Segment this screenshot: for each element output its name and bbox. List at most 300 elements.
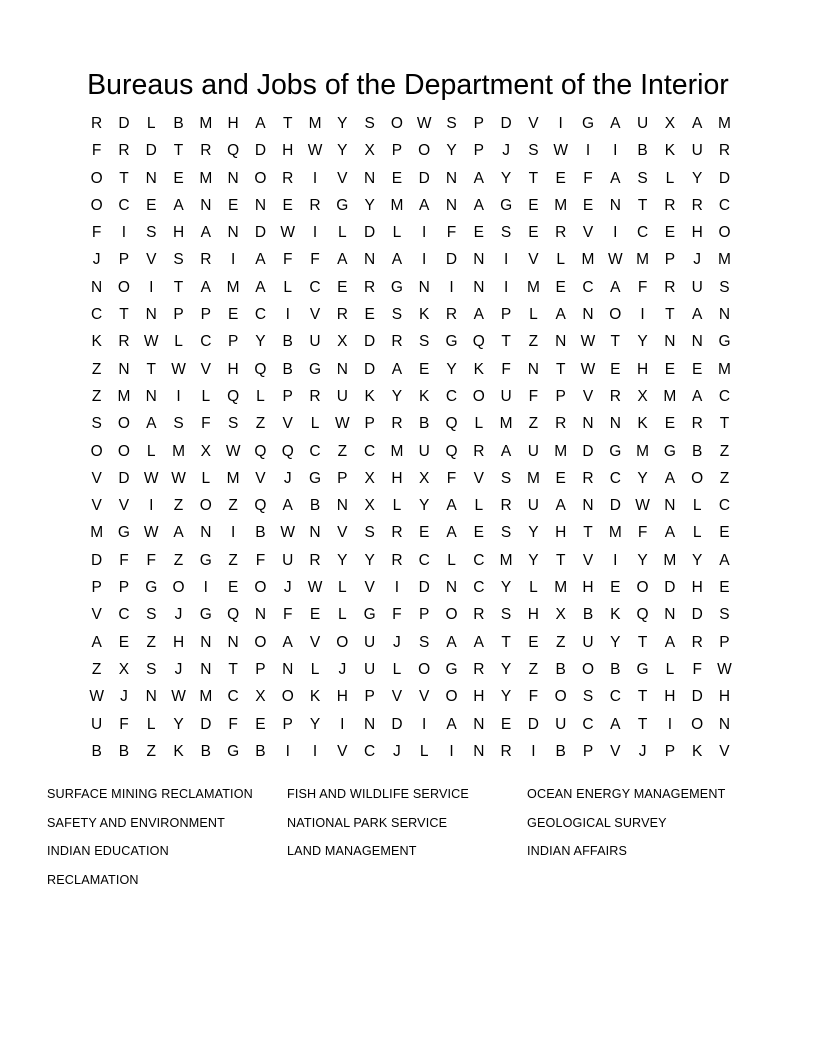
grid-letter[interactable]: T bbox=[637, 715, 648, 733]
grid-letter[interactable]: S bbox=[446, 115, 457, 132]
grid-letter[interactable]: X bbox=[364, 497, 375, 515]
grid-letter[interactable]: N bbox=[609, 415, 621, 433]
grid-letter[interactable]: E bbox=[227, 306, 239, 324]
grid-letter[interactable]: R bbox=[118, 333, 130, 351]
grid-letter[interactable]: T bbox=[228, 660, 238, 678]
grid-letter[interactable]: V bbox=[282, 415, 293, 433]
grid-letter[interactable]: I bbox=[176, 387, 181, 405]
grid-letter[interactable]: V bbox=[200, 360, 211, 378]
grid-letter[interactable]: W bbox=[171, 688, 186, 706]
grid-letter[interactable]: C bbox=[364, 742, 376, 760]
grid-letter[interactable]: R bbox=[582, 469, 594, 487]
grid-letter[interactable]: I bbox=[312, 224, 318, 242]
grid-letter[interactable]: I bbox=[285, 306, 290, 324]
grid-letter[interactable]: G bbox=[308, 469, 322, 487]
grid-letter[interactable]: A bbox=[610, 715, 621, 733]
grid-letter[interactable]: A bbox=[146, 415, 157, 433]
grid-letter[interactable]: E bbox=[664, 224, 676, 242]
grid-letter[interactable]: S bbox=[91, 415, 102, 433]
grid-letter[interactable]: P bbox=[364, 415, 375, 433]
grid-letter[interactable]: A bbox=[255, 278, 266, 296]
grid-letter[interactable]: R bbox=[309, 196, 321, 214]
letter-grid[interactable] bbox=[83, 110, 733, 765]
grid-letter[interactable]: R bbox=[391, 415, 403, 433]
grid-letter[interactable]: G bbox=[636, 660, 649, 678]
grid-letter[interactable]: K bbox=[173, 742, 184, 760]
grid-letter[interactable]: K bbox=[364, 387, 375, 405]
grid-letter[interactable]: U bbox=[91, 715, 103, 733]
grid-letter[interactable]: A bbox=[446, 633, 457, 651]
grid-letter[interactable]: E bbox=[118, 633, 130, 651]
grid-letter[interactable]: P bbox=[419, 606, 430, 624]
grid-letter[interactable]: C bbox=[473, 551, 485, 569]
grid-letter[interactable]: I bbox=[121, 224, 127, 242]
grid-letter[interactable]: V bbox=[337, 742, 348, 760]
grid-letter[interactable]: E bbox=[227, 196, 239, 214]
grid-letter[interactable]: N bbox=[336, 497, 348, 515]
grid-letter[interactable]: W bbox=[171, 469, 186, 487]
grid-letter[interactable]: R bbox=[473, 442, 485, 460]
word-list-item[interactable]: OCEAN ENERGY MANAGEMENT bbox=[527, 787, 726, 801]
grid-letter[interactable]: N bbox=[473, 251, 485, 269]
grid-letter[interactable]: N bbox=[582, 306, 594, 324]
grid-letter[interactable]: Y bbox=[528, 551, 539, 569]
grid-letter[interactable]: E bbox=[473, 524, 484, 542]
grid-letter[interactable]: R bbox=[309, 387, 321, 405]
grid-letter[interactable]: V bbox=[528, 115, 539, 132]
grid-letter[interactable]: X bbox=[364, 142, 375, 160]
word-list-item[interactable]: RECLAMATION bbox=[47, 872, 139, 887]
grid-letter[interactable]: N bbox=[664, 497, 676, 515]
grid-letter[interactable]: L bbox=[665, 660, 675, 678]
grid-letter[interactable]: I bbox=[340, 715, 345, 733]
grid-letter[interactable]: T bbox=[119, 306, 129, 324]
grid-letter[interactable]: R bbox=[500, 742, 512, 760]
grid-letter[interactable]: S bbox=[528, 142, 539, 160]
grid-letter[interactable]: J bbox=[283, 579, 292, 597]
grid-letter[interactable]: L bbox=[146, 442, 156, 460]
grid-letter[interactable]: U bbox=[500, 387, 512, 405]
grid-letter[interactable]: A bbox=[500, 442, 512, 460]
grid-letter[interactable]: E bbox=[555, 469, 566, 487]
grid-letter[interactable]: F bbox=[119, 551, 129, 569]
grid-letter[interactable]: H bbox=[636, 360, 649, 378]
grid-letter[interactable]: T bbox=[610, 333, 621, 351]
grid-letter[interactable]: O bbox=[336, 633, 349, 651]
grid-letter[interactable]: B bbox=[91, 742, 102, 760]
grid-letter[interactable]: R bbox=[473, 660, 485, 678]
grid-letter[interactable]: I bbox=[422, 251, 427, 269]
grid-letter[interactable]: M bbox=[390, 442, 404, 460]
grid-letter[interactable]: N bbox=[118, 360, 130, 378]
grid-letter[interactable]: Q bbox=[445, 415, 458, 433]
grid-letter[interactable]: W bbox=[635, 497, 650, 515]
grid-letter[interactable]: B bbox=[173, 115, 184, 132]
grid-letter[interactable]: L bbox=[529, 579, 538, 597]
grid-letter[interactable]: P bbox=[391, 142, 403, 160]
grid-letter[interactable]: D bbox=[609, 497, 621, 515]
grid-letter[interactable]: I bbox=[640, 306, 645, 324]
grid-letter[interactable]: L bbox=[556, 251, 565, 269]
grid-letter[interactable]: M bbox=[226, 278, 240, 296]
grid-letter[interactable]: N bbox=[445, 196, 458, 214]
grid-letter[interactable]: N bbox=[718, 306, 731, 324]
grid-letter[interactable]: J bbox=[174, 606, 183, 624]
grid-letter[interactable]: L bbox=[310, 415, 320, 433]
grid-letter[interactable]: V bbox=[255, 469, 266, 487]
grid-letter[interactable]: D bbox=[254, 142, 267, 160]
grid-letter[interactable]: X bbox=[255, 688, 266, 706]
grid-letter[interactable]: L bbox=[256, 387, 265, 405]
grid-letter[interactable]: F bbox=[282, 606, 293, 624]
grid-letter[interactable]: L bbox=[392, 497, 402, 515]
grid-letter[interactable]: C bbox=[718, 497, 731, 515]
grid-letter[interactable]: P bbox=[227, 333, 239, 351]
grid-letter[interactable]: V bbox=[419, 688, 430, 706]
grid-letter[interactable]: T bbox=[528, 169, 539, 187]
grid-letter[interactable]: N bbox=[527, 360, 539, 378]
grid-letter[interactable]: W bbox=[607, 251, 623, 269]
grid-letter[interactable]: T bbox=[637, 196, 648, 214]
word-list-item[interactable]: SURFACE MINING RECLAMATION bbox=[47, 787, 253, 801]
grid-letter[interactable]: R bbox=[691, 415, 703, 433]
grid-letter[interactable]: M bbox=[554, 196, 568, 214]
grid-letter[interactable]: U bbox=[555, 715, 567, 733]
grid-letter[interactable]: R bbox=[718, 142, 731, 160]
grid-letter[interactable]: R bbox=[664, 278, 676, 296]
grid-letter[interactable]: A bbox=[446, 524, 457, 542]
grid-letter[interactable]: I bbox=[531, 742, 536, 760]
grid-letter[interactable]: C bbox=[718, 196, 731, 214]
grid-letter[interactable]: C bbox=[200, 333, 212, 351]
grid-letter[interactable]: O bbox=[117, 442, 130, 460]
grid-letter[interactable]: L bbox=[146, 115, 156, 132]
grid-letter[interactable]: G bbox=[581, 115, 595, 132]
grid-letter[interactable]: N bbox=[200, 196, 212, 214]
grid-letter[interactable]: D bbox=[145, 142, 157, 160]
grid-letter[interactable]: Y bbox=[637, 469, 648, 487]
grid-letter[interactable]: Q bbox=[254, 497, 267, 515]
grid-letter[interactable]: H bbox=[473, 688, 485, 706]
grid-letter[interactable]: Y bbox=[337, 115, 348, 132]
grid-letter[interactable]: T bbox=[583, 524, 593, 542]
grid-letter[interactable]: G bbox=[199, 551, 212, 569]
grid-letter[interactable]: V bbox=[528, 251, 539, 269]
grid-letter[interactable]: A bbox=[692, 306, 703, 324]
grid-letter[interactable]: F bbox=[637, 278, 648, 296]
grid-letter[interactable]: B bbox=[309, 497, 321, 515]
grid-letter[interactable]: H bbox=[691, 224, 703, 242]
grid-letter[interactable]: A bbox=[473, 169, 484, 187]
grid-letter[interactable]: T bbox=[119, 169, 129, 187]
grid-letter[interactable]: S bbox=[500, 524, 512, 542]
grid-letter[interactable]: A bbox=[664, 469, 676, 487]
grid-letter[interactable]: E bbox=[419, 524, 430, 542]
grid-letter[interactable]: R bbox=[309, 551, 321, 569]
grid-letter[interactable]: H bbox=[664, 688, 676, 706]
grid-letter[interactable]: D bbox=[718, 169, 731, 187]
grid-letter[interactable]: B bbox=[118, 742, 130, 760]
grid-letter[interactable]: H bbox=[582, 579, 594, 597]
grid-letter[interactable]: L bbox=[419, 742, 429, 760]
grid-letter[interactable]: K bbox=[309, 688, 321, 706]
grid-letter[interactable]: L bbox=[474, 415, 484, 433]
grid-letter[interactable]: N bbox=[227, 169, 239, 187]
grid-letter[interactable]: S bbox=[146, 224, 157, 242]
grid-letter[interactable]: Y bbox=[364, 551, 375, 569]
grid-letter[interactable]: C bbox=[309, 442, 321, 460]
grid-letter[interactable]: D bbox=[527, 715, 539, 733]
grid-letter[interactable]: U bbox=[527, 497, 539, 515]
grid-letter[interactable]: N bbox=[145, 306, 157, 324]
grid-letter[interactable]: V bbox=[582, 224, 594, 242]
grid-letter[interactable]: C bbox=[118, 196, 130, 214]
grid-letter[interactable]: W bbox=[717, 660, 732, 678]
grid-letter[interactable]: K bbox=[637, 415, 648, 433]
grid-letter[interactable]: E bbox=[582, 196, 594, 214]
grid-letter[interactable]: X bbox=[419, 469, 430, 487]
grid-letter[interactable]: N bbox=[582, 415, 594, 433]
grid-letter[interactable]: O bbox=[445, 688, 458, 706]
grid-letter[interactable]: O bbox=[636, 579, 649, 597]
grid-letter[interactable]: D bbox=[691, 688, 703, 706]
grid-letter[interactable]: R bbox=[364, 278, 376, 296]
grid-letter[interactable]: V bbox=[309, 306, 321, 324]
grid-letter[interactable]: Z bbox=[173, 497, 184, 515]
grid-letter[interactable]: A bbox=[664, 633, 676, 651]
grid-letter[interactable]: G bbox=[445, 660, 458, 678]
grid-letter[interactable]: D bbox=[418, 579, 430, 597]
grid-letter[interactable]: F bbox=[692, 660, 702, 678]
grid-letter[interactable]: V bbox=[364, 579, 375, 597]
grid-letter[interactable]: G bbox=[445, 333, 458, 351]
grid-letter[interactable]: I bbox=[230, 524, 236, 542]
grid-letter[interactable]: P bbox=[473, 115, 484, 132]
grid-letter[interactable]: R bbox=[609, 387, 621, 405]
grid-letter[interactable]: A bbox=[200, 278, 211, 296]
grid-letter[interactable]: V bbox=[91, 606, 102, 624]
grid-letter[interactable]: L bbox=[529, 306, 538, 324]
grid-letter[interactable]: B bbox=[610, 660, 621, 678]
grid-letter[interactable]: M bbox=[636, 442, 650, 460]
grid-letter[interactable]: D bbox=[664, 579, 676, 597]
grid-letter[interactable]: N bbox=[664, 333, 676, 351]
grid-letter[interactable]: L bbox=[146, 715, 156, 733]
grid-letter[interactable]: O bbox=[390, 115, 403, 132]
grid-letter[interactable]: A bbox=[610, 278, 621, 296]
grid-letter[interactable]: B bbox=[200, 742, 211, 760]
grid-letter[interactable]: A bbox=[200, 224, 211, 242]
grid-letter[interactable]: A bbox=[664, 524, 676, 542]
grid-letter[interactable]: B bbox=[582, 606, 594, 624]
grid-letter[interactable]: C bbox=[418, 551, 430, 569]
grid-letter[interactable]: M bbox=[718, 251, 731, 269]
grid-letter[interactable]: J bbox=[638, 742, 647, 760]
grid-letter[interactable]: I bbox=[422, 224, 427, 242]
grid-letter[interactable]: C bbox=[118, 606, 130, 624]
grid-letter[interactable]: Z bbox=[719, 469, 730, 487]
grid-letter[interactable]: O bbox=[472, 387, 485, 405]
grid-letter[interactable]: M bbox=[718, 360, 731, 378]
grid-letter[interactable]: D bbox=[254, 224, 267, 242]
grid-letter[interactable]: E bbox=[555, 169, 566, 187]
grid-letter[interactable]: N bbox=[309, 524, 321, 542]
grid-letter[interactable]: E bbox=[528, 196, 539, 214]
grid-letter[interactable]: P bbox=[582, 742, 594, 760]
grid-letter[interactable]: A bbox=[692, 115, 703, 132]
grid-letter[interactable]: E bbox=[337, 278, 348, 296]
grid-letter[interactable]: O bbox=[281, 688, 294, 706]
grid-letter[interactable]: A bbox=[555, 306, 566, 324]
grid-letter[interactable]: N bbox=[282, 660, 294, 678]
grid-letter[interactable]: S bbox=[719, 606, 730, 624]
grid-letter[interactable]: B bbox=[637, 142, 648, 160]
grid-letter[interactable]: Y bbox=[255, 333, 266, 351]
grid-letter[interactable]: L bbox=[338, 224, 347, 242]
grid-letter[interactable]: M bbox=[172, 442, 185, 460]
grid-letter[interactable]: L bbox=[174, 333, 183, 351]
grid-letter[interactable]: N bbox=[145, 387, 157, 405]
grid-letter[interactable]: Q bbox=[472, 333, 485, 351]
grid-letter[interactable]: V bbox=[91, 497, 102, 515]
grid-letter[interactable]: O bbox=[581, 660, 595, 678]
grid-letter[interactable]: U bbox=[691, 278, 703, 296]
grid-letter[interactable]: P bbox=[118, 579, 130, 597]
grid-letter[interactable]: P bbox=[255, 660, 266, 678]
grid-letter[interactable]: E bbox=[692, 360, 703, 378]
grid-letter[interactable]: R bbox=[664, 196, 676, 214]
grid-letter[interactable]: V bbox=[337, 524, 348, 542]
grid-letter[interactable]: L bbox=[201, 387, 211, 405]
grid-letter[interactable]: I bbox=[667, 715, 673, 733]
grid-letter[interactable]: T bbox=[555, 360, 566, 378]
grid-letter[interactable]: M bbox=[663, 551, 677, 569]
grid-letter[interactable]: K bbox=[664, 142, 676, 160]
grid-letter[interactable]: C bbox=[91, 306, 103, 324]
grid-letter[interactable]: M bbox=[226, 469, 240, 487]
grid-letter[interactable]: B bbox=[255, 524, 266, 542]
grid-letter[interactable]: W bbox=[171, 360, 186, 378]
grid-letter[interactable]: S bbox=[500, 606, 512, 624]
grid-letter[interactable]: E bbox=[282, 196, 293, 214]
grid-letter[interactable]: D bbox=[391, 715, 403, 733]
grid-letter[interactable]: S bbox=[391, 306, 403, 324]
grid-letter[interactable]: Y bbox=[337, 142, 348, 160]
grid-letter[interactable]: B bbox=[555, 660, 566, 678]
grid-letter[interactable]: F bbox=[637, 524, 648, 542]
grid-letter[interactable]: Z bbox=[528, 660, 539, 678]
word-list-item[interactable]: LAND MANAGEMENT bbox=[287, 844, 417, 859]
grid-letter[interactable]: L bbox=[692, 524, 702, 542]
grid-letter[interactable]: C bbox=[227, 688, 239, 706]
grid-letter[interactable]: K bbox=[419, 387, 430, 405]
grid-letter[interactable]: A bbox=[91, 633, 102, 651]
grid-letter[interactable]: M bbox=[636, 251, 650, 269]
grid-letter[interactable]: Z bbox=[91, 660, 102, 678]
grid-letter[interactable]: I bbox=[613, 224, 618, 242]
grid-letter[interactable]: S bbox=[419, 633, 430, 651]
grid-letter[interactable]: R bbox=[691, 196, 703, 214]
grid-letter[interactable]: O bbox=[609, 306, 622, 324]
grid-letter[interactable]: K bbox=[91, 333, 102, 351]
grid-letter[interactable]: U bbox=[418, 442, 430, 460]
grid-letter[interactable]: Q bbox=[254, 442, 267, 460]
grid-letter[interactable]: C bbox=[609, 688, 621, 706]
grid-letter[interactable]: Y bbox=[528, 524, 539, 542]
grid-letter[interactable]: U bbox=[364, 660, 376, 678]
grid-letter[interactable]: P bbox=[719, 633, 730, 651]
grid-letter[interactable]: G bbox=[390, 278, 403, 296]
grid-letter[interactable]: E bbox=[473, 224, 484, 242]
grid-letter[interactable]: S bbox=[500, 224, 512, 242]
grid-letter[interactable]: E bbox=[419, 360, 430, 378]
grid-letter[interactable]: R bbox=[473, 606, 485, 624]
grid-letter[interactable]: G bbox=[609, 442, 622, 460]
grid-letter[interactable]: M bbox=[499, 415, 513, 433]
grid-letter[interactable]: I bbox=[613, 142, 618, 160]
grid-letter[interactable]: X bbox=[664, 115, 676, 132]
grid-letter[interactable]: F bbox=[201, 415, 211, 433]
grid-letter[interactable]: R bbox=[691, 633, 703, 651]
grid-letter[interactable]: M bbox=[499, 551, 513, 569]
grid-letter[interactable]: O bbox=[199, 497, 212, 515]
grid-letter[interactable]: N bbox=[145, 688, 157, 706]
grid-letter[interactable]: U bbox=[582, 633, 594, 651]
grid-letter[interactable]: A bbox=[719, 551, 730, 569]
grid-letter[interactable]: Z bbox=[528, 333, 539, 351]
grid-letter[interactable]: T bbox=[501, 633, 511, 651]
grid-letter[interactable]: G bbox=[117, 524, 130, 542]
grid-letter[interactable]: F bbox=[91, 142, 102, 160]
grid-letter[interactable]: Y bbox=[500, 688, 512, 706]
grid-letter[interactable]: I bbox=[394, 579, 400, 597]
grid-letter[interactable]: S bbox=[227, 415, 239, 433]
grid-letter[interactable]: O bbox=[418, 142, 431, 160]
grid-letter[interactable]: W bbox=[580, 333, 596, 351]
grid-letter[interactable]: G bbox=[663, 442, 676, 460]
grid-letter[interactable]: B bbox=[282, 360, 293, 378]
grid-letter[interactable]: L bbox=[447, 551, 456, 569]
grid-letter[interactable]: Q bbox=[227, 387, 240, 405]
grid-letter[interactable]: L bbox=[338, 606, 347, 624]
grid-letter[interactable]: O bbox=[254, 169, 267, 187]
grid-letter[interactable]: F bbox=[583, 169, 593, 187]
grid-letter[interactable]: A bbox=[692, 387, 703, 405]
grid-letter[interactable]: A bbox=[610, 169, 621, 187]
grid-letter[interactable]: R bbox=[91, 115, 103, 132]
grid-letter[interactable]: P bbox=[500, 306, 512, 324]
grid-letter[interactable]: L bbox=[665, 169, 675, 187]
grid-letter[interactable]: T bbox=[282, 115, 293, 132]
grid-letter[interactable]: N bbox=[227, 633, 239, 651]
grid-letter[interactable]: N bbox=[718, 715, 731, 733]
grid-letter[interactable]: N bbox=[445, 169, 458, 187]
grid-letter[interactable]: I bbox=[503, 278, 509, 296]
grid-letter[interactable]: F bbox=[446, 224, 457, 242]
grid-letter[interactable]: A bbox=[337, 251, 348, 269]
grid-letter[interactable]: J bbox=[283, 469, 292, 487]
grid-letter[interactable]: V bbox=[473, 469, 484, 487]
grid-letter[interactable]: P bbox=[555, 387, 566, 405]
grid-letter[interactable]: C bbox=[364, 442, 376, 460]
grid-letter[interactable]: T bbox=[637, 688, 648, 706]
grid-letter[interactable]: O bbox=[90, 442, 103, 460]
grid-letter[interactable]: H bbox=[227, 115, 239, 132]
grid-letter[interactable]: X bbox=[337, 333, 348, 351]
grid-letter[interactable]: C bbox=[309, 278, 321, 296]
grid-letter[interactable]: N bbox=[254, 196, 267, 214]
grid-letter[interactable]: V bbox=[582, 387, 594, 405]
